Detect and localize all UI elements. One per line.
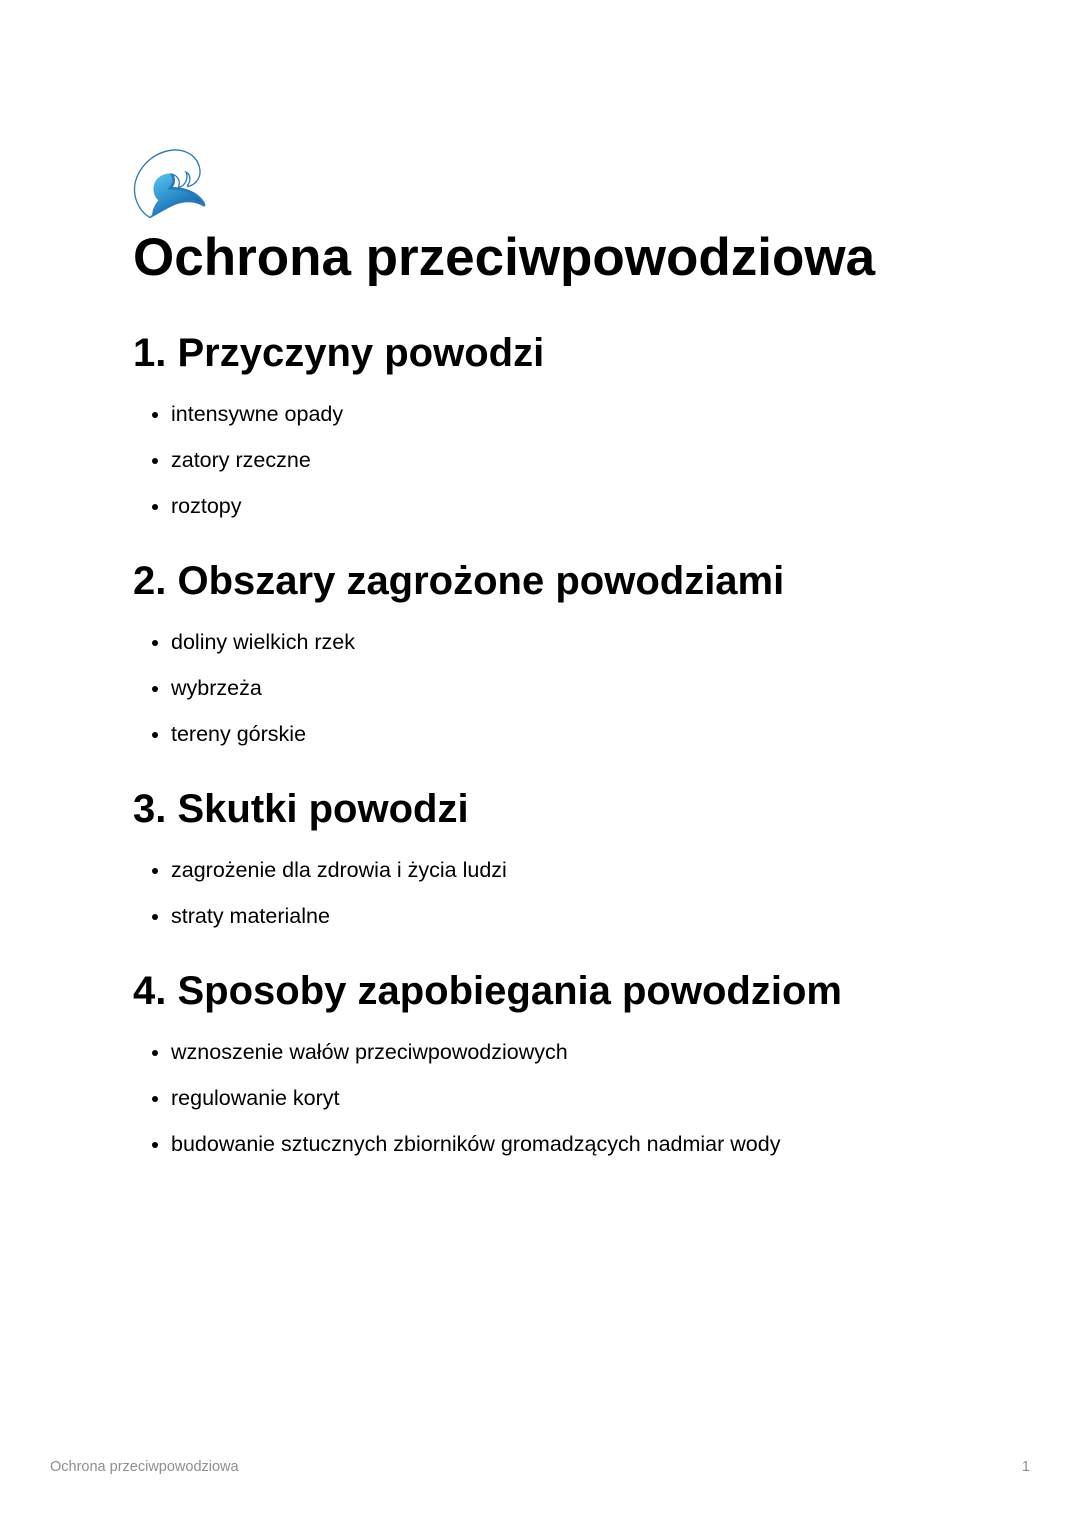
section-heading: 4. Sposoby zapobiegania powodziom bbox=[133, 968, 842, 1013]
page-title: Ochrona przeciwpowodziowa bbox=[133, 228, 876, 287]
list-item: • roztopy bbox=[171, 491, 960, 521]
section-heading: 3. Skutki powodzi bbox=[133, 786, 469, 831]
document-content bbox=[133, 145, 960, 1175]
section-przyczyny bbox=[133, 309, 960, 521]
list-item: • zatory rzeczne bbox=[171, 445, 960, 475]
footer-document-name: Ochrona przeciwpowodziowa bbox=[50, 1459, 239, 1475]
wave-icon bbox=[127, 145, 219, 223]
section-heading: 2. Obszary zagrożone powodziami bbox=[133, 558, 785, 603]
list-item: • zagrożenie dla zdrowia i życia ludzi bbox=[171, 855, 960, 885]
list-item: • wznoszenie wałów przeciwpowodziowych bbox=[171, 1037, 960, 1067]
bullet-list bbox=[133, 1037, 960, 1159]
bullet-list bbox=[133, 399, 960, 521]
section-skutki bbox=[133, 765, 960, 931]
section-obszary bbox=[133, 537, 960, 749]
list-item: • tereny górskie bbox=[171, 719, 960, 749]
list-item: • straty materialne bbox=[171, 901, 960, 931]
page-footer bbox=[50, 1459, 1030, 1475]
bullet-list bbox=[133, 855, 960, 931]
section-heading: 1. Przyczyny powodzi bbox=[133, 330, 545, 375]
section-sposoby bbox=[133, 947, 960, 1159]
bullet-list bbox=[133, 627, 960, 749]
footer-page-number: 1 bbox=[1021, 1459, 1030, 1475]
list-item: • intensywne opady bbox=[171, 399, 960, 429]
list-item: • regulowanie koryt bbox=[171, 1083, 960, 1113]
list-item: • budowanie sztucznych zbiorników gromadzących nadmiar wody bbox=[171, 1129, 960, 1159]
list-item: • doliny wielkich rzek bbox=[171, 627, 960, 657]
list-item: • wybrzeża bbox=[171, 673, 960, 703]
